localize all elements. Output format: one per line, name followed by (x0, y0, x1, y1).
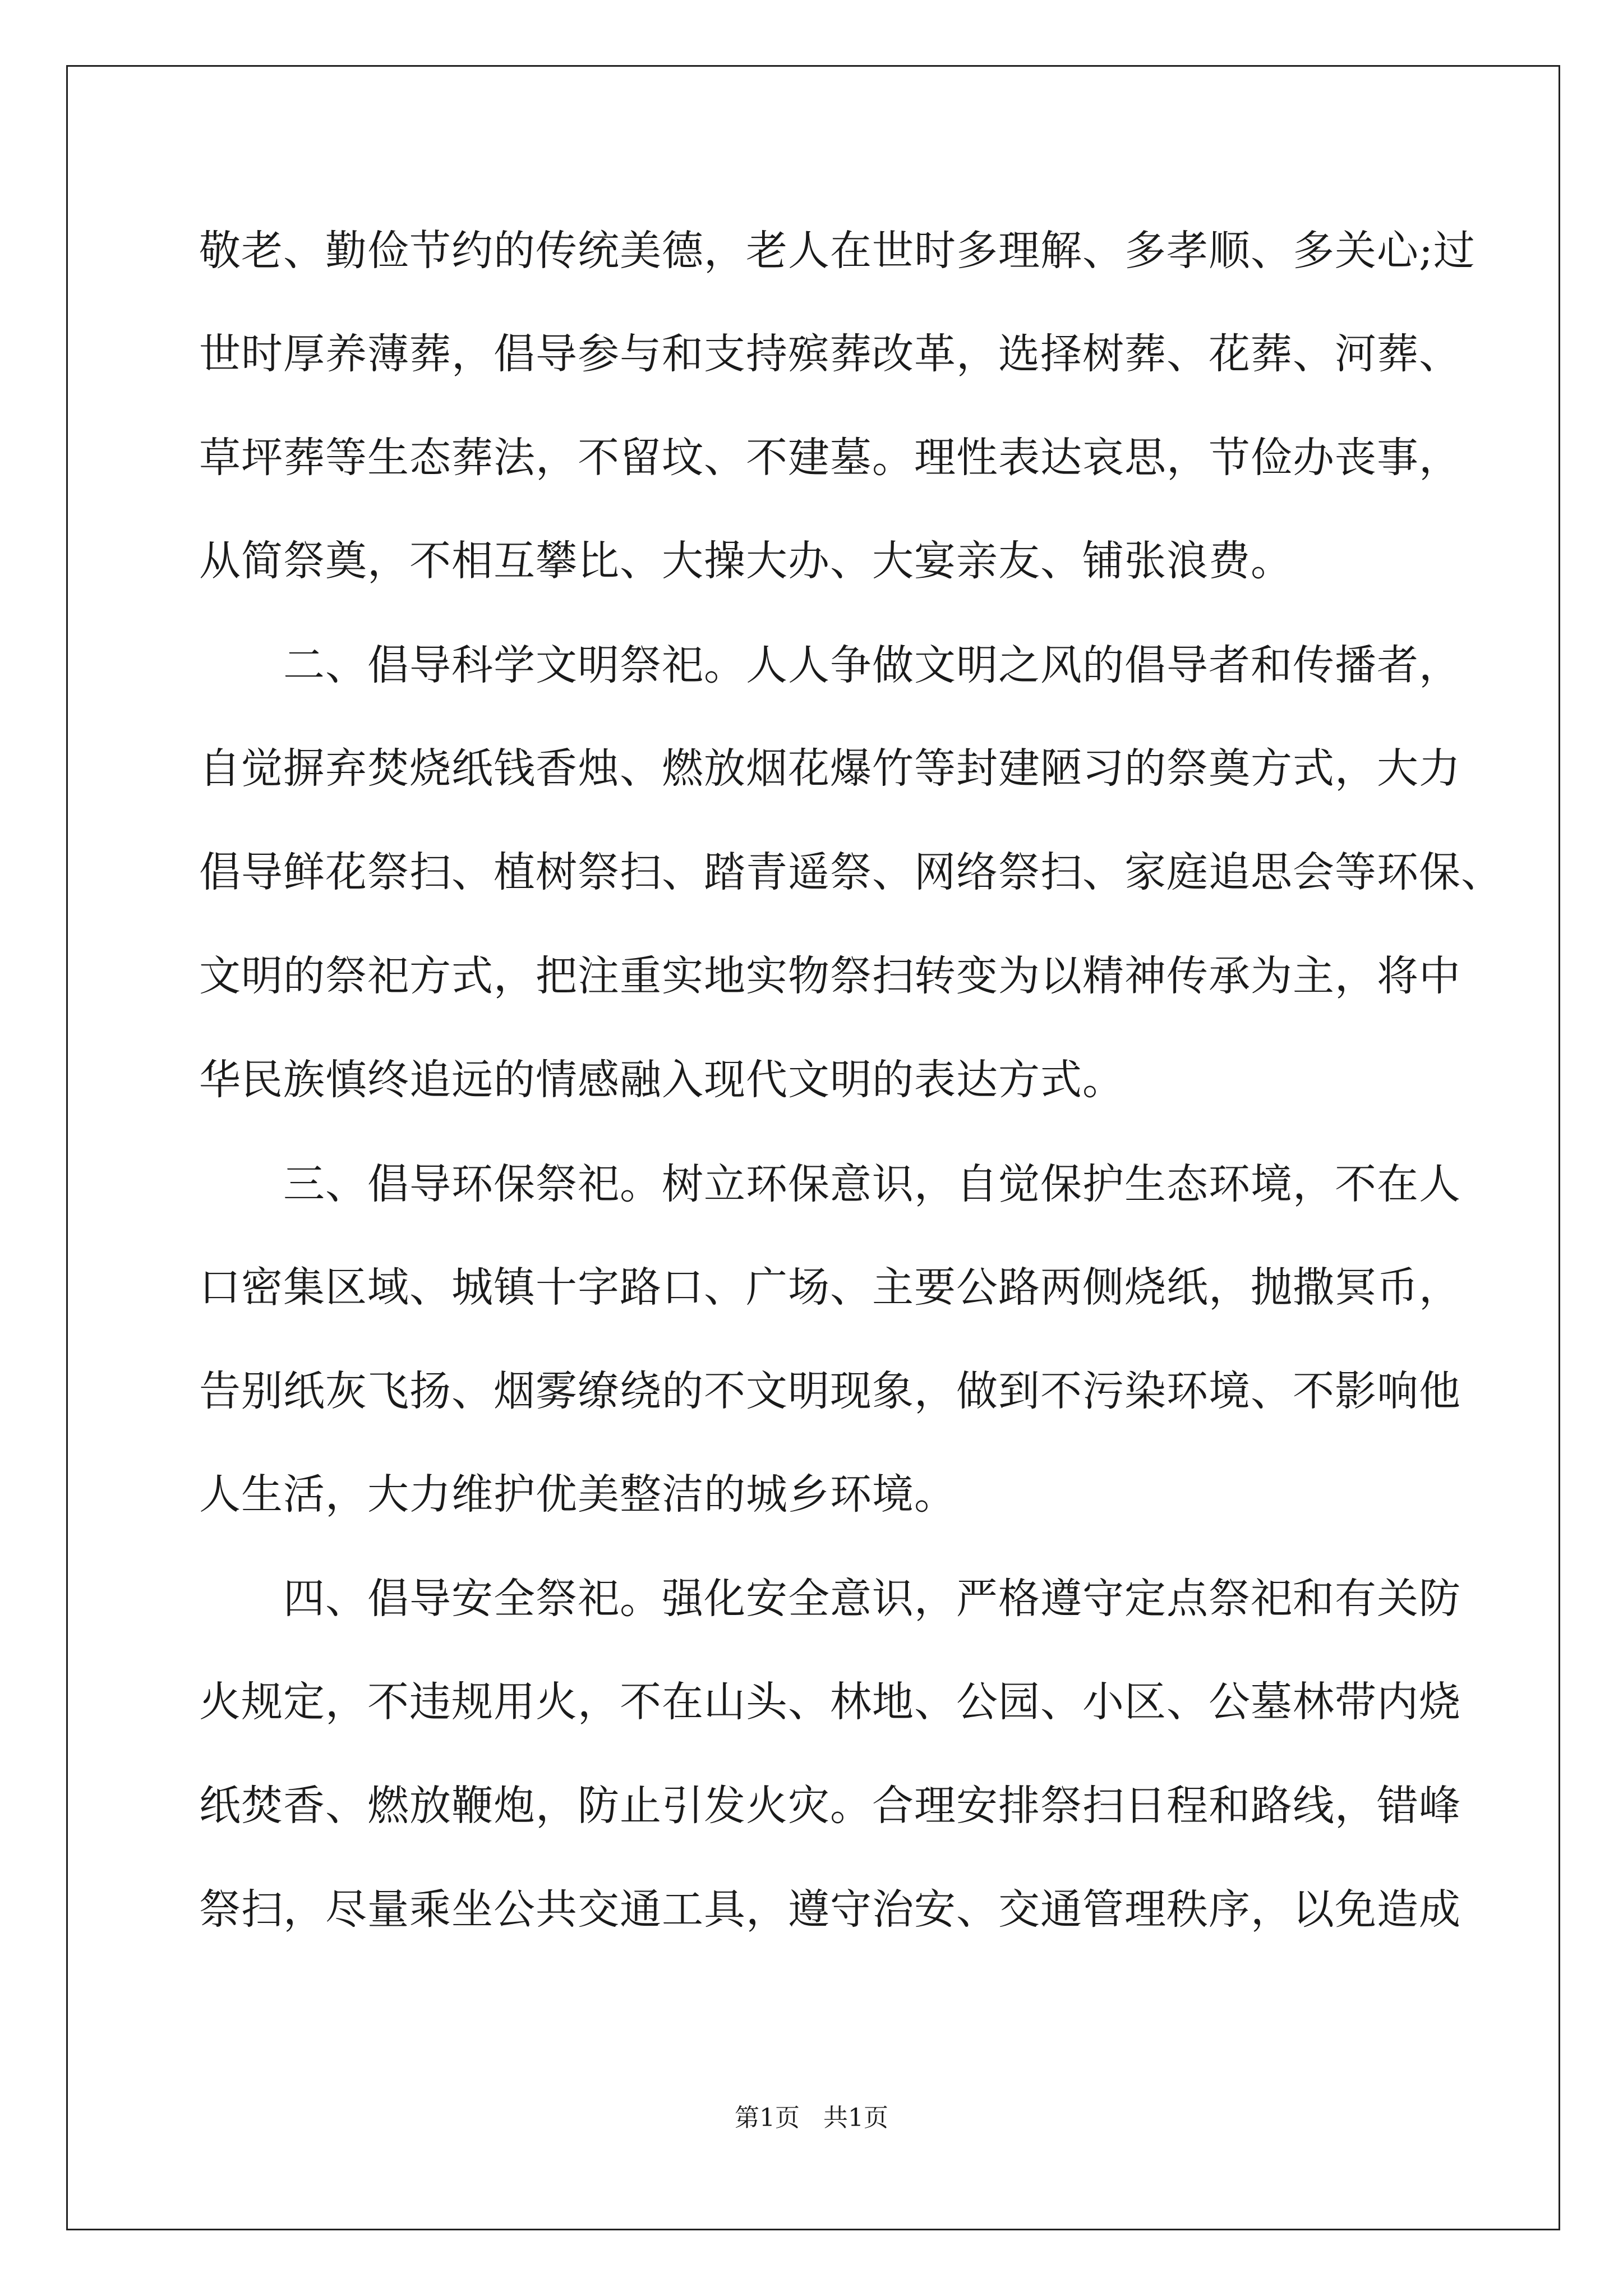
body-line-13: 人生活，大力维护优美整洁的城乡环境。 (199, 1470, 956, 1519)
body-line-7: 倡导鲜花祭扫、植树祭扫、踏青遥祭、网络祭扫、家庭追思会等环保、 (199, 848, 1503, 896)
body-line-14: 四、倡导安全祭祀。强化安全意识，严格遵守定点祭祀和有关防 (199, 1575, 1461, 1623)
body-line-3: 草坪葬等生态葬法，不留坟、不建墓。理性表达哀思，节俭办丧事， (199, 434, 1461, 482)
body-line-9: 华民族慎终追远的情感融入现代文明的表达方式。 (199, 1056, 1124, 1104)
body-line-15: 火规定，不违规用火，不在山头、林地、公园、小区、公墓林带内烧 (199, 1678, 1461, 1726)
page-footer: 第1页 共1页 (735, 2104, 888, 2132)
body-line-10: 三、倡导环保祭祀。树立环保意识，自觉保护生态环境，不在人 (199, 1160, 1461, 1208)
body-line-16: 纸焚香、燃放鞭炮，防止引发火灾。合理安排祭扫日程和路线，错峰 (199, 1782, 1461, 1830)
body-line-8: 文明的祭祀方式，把注重实地实物祭扫转变为以精神传承为主，将中 (199, 952, 1461, 1000)
body-line-1: 敬老、勤俭节约的传统美德，老人在世时多理解、多孝顺、多关心;过 (199, 227, 1476, 275)
body-line-5: 二、倡导科学文明祭祀。人人争做文明之风的倡导者和传播者， (199, 641, 1461, 689)
body-line-6: 自觉摒弃焚烧纸钱香烛、燃放烟花爆竹等封建陋习的祭奠方式，大力 (199, 744, 1461, 793)
body-line-2: 世时厚养薄葬，倡导参与和支持殡葬改革，选择树葬、花葬、河葬、 (199, 330, 1461, 378)
body-line-12: 告别纸灰飞扬、烟雾缭绕的不文明现象，做到不污染环境、不影响他 (199, 1367, 1461, 1415)
body-line-4: 从简祭奠，不相互攀比、大操大办、大宴亲友、铺张浪费。 (199, 537, 1293, 585)
body-line-17: 祭扫，尽量乘坐公共交通工具，遵守治安、交通管理秩序，以免造成 (199, 1885, 1461, 1934)
body-line-11: 口密集区域、城镇十字路口、广场、主要公路两侧烧纸，抛撒冥币， (199, 1263, 1461, 1312)
